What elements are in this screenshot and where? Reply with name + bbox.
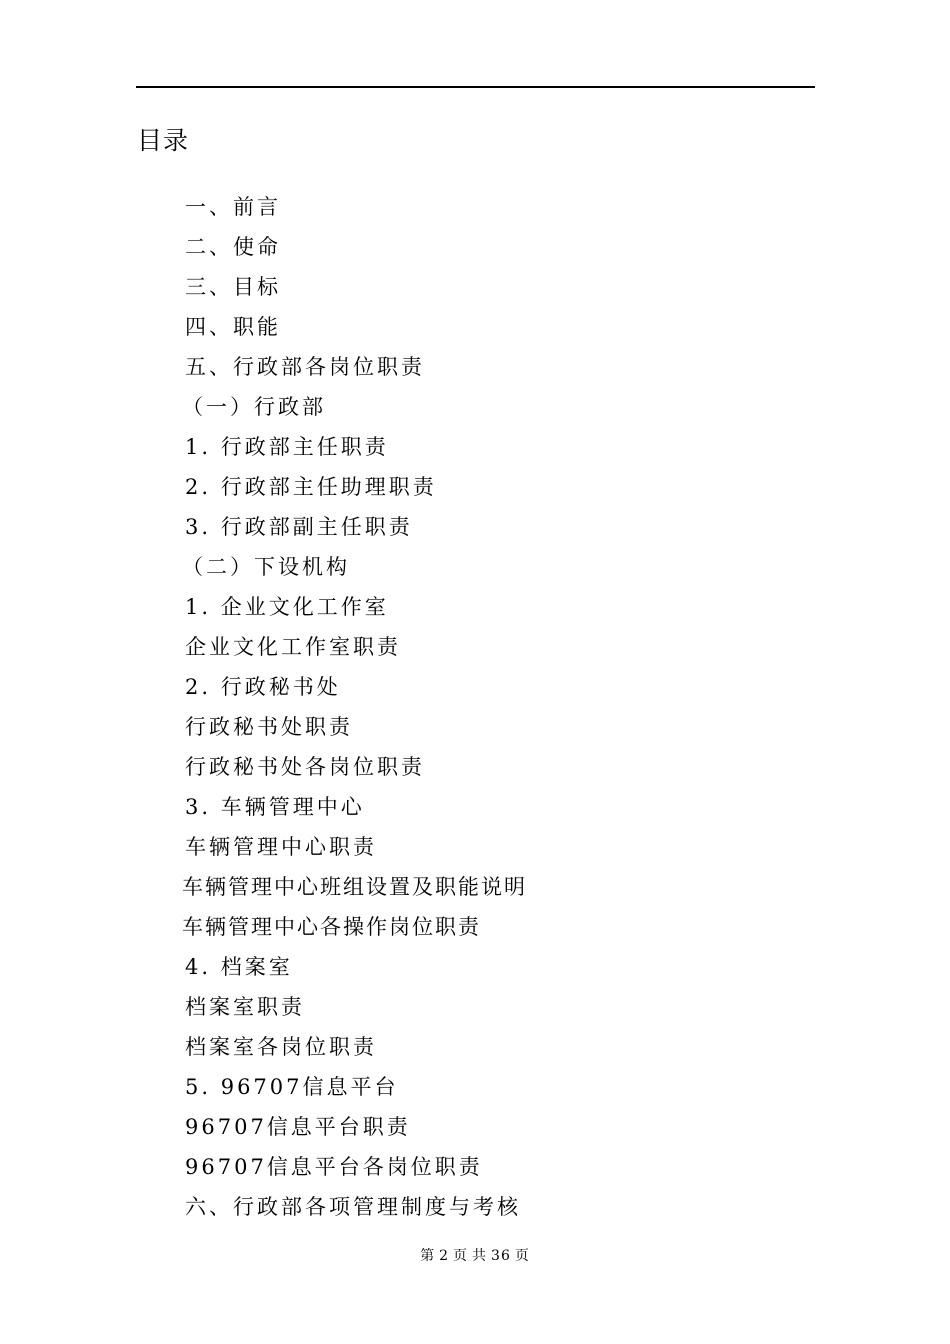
toc-item[interactable]: 三、目标 [185,275,281,299]
toc-item[interactable]: 车辆管理中心班组设置及职能说明 [182,875,527,899]
page-footer [0,1244,950,1268]
footer-total-unit: 页 [514,1248,530,1264]
toc-item[interactable]: 行政秘书处各岗位职责 [185,755,425,779]
toc-item[interactable]: 96707信息平台职责 [185,1115,411,1139]
footer-page-unit: 页 [453,1248,469,1264]
toc-item[interactable]: 档案室各岗位职责 [185,1035,377,1059]
toc-item[interactable]: 3. 车辆管理中心 [185,795,365,819]
footer-page-number: 2 [439,1248,450,1264]
toc-item[interactable]: 3. 行政部副主任职责 [185,515,413,539]
toc-item[interactable]: 行政秘书处职责 [185,715,353,739]
toc-item[interactable]: 1. 行政部主任职责 [185,435,389,459]
toc-item[interactable]: 2. 行政秘书处 [185,675,341,699]
toc-item[interactable]: （一）行政部 [182,395,326,419]
toc-item[interactable]: 1. 企业文化工作室 [185,595,389,619]
footer-total-pages: 36 [491,1248,511,1264]
toc-item[interactable]: 车辆管理中心各操作岗位职责 [182,915,481,939]
table-of-contents [182,187,815,1227]
toc-item[interactable]: 96707信息平台各岗位职责 [185,1155,483,1179]
page-title: 目录 [137,126,190,155]
footer-prefix: 第 [420,1248,436,1264]
header-rule [136,86,815,88]
toc-item[interactable]: 四、职能 [185,315,281,339]
footer-total-prefix: 共 [472,1248,488,1264]
toc-item[interactable]: 档案室职责 [185,995,305,1019]
toc-item[interactable]: 二、使命 [185,235,281,259]
toc-item[interactable]: （二）下设机构 [182,555,350,579]
toc-item[interactable]: 4. 档案室 [185,955,293,979]
toc-item[interactable]: 六、行政部各项管理制度与考核 [185,1195,521,1219]
toc-item[interactable]: 企业文化工作室职责 [185,635,401,659]
toc-item[interactable]: 2. 行政部主任助理职责 [185,475,437,499]
toc-item[interactable]: 一、前言 [185,195,281,219]
toc-item[interactable]: 5. 96707信息平台 [185,1075,399,1099]
toc-item[interactable]: 车辆管理中心职责 [185,835,377,859]
toc-item[interactable]: 五、行政部各岗位职责 [185,355,425,379]
